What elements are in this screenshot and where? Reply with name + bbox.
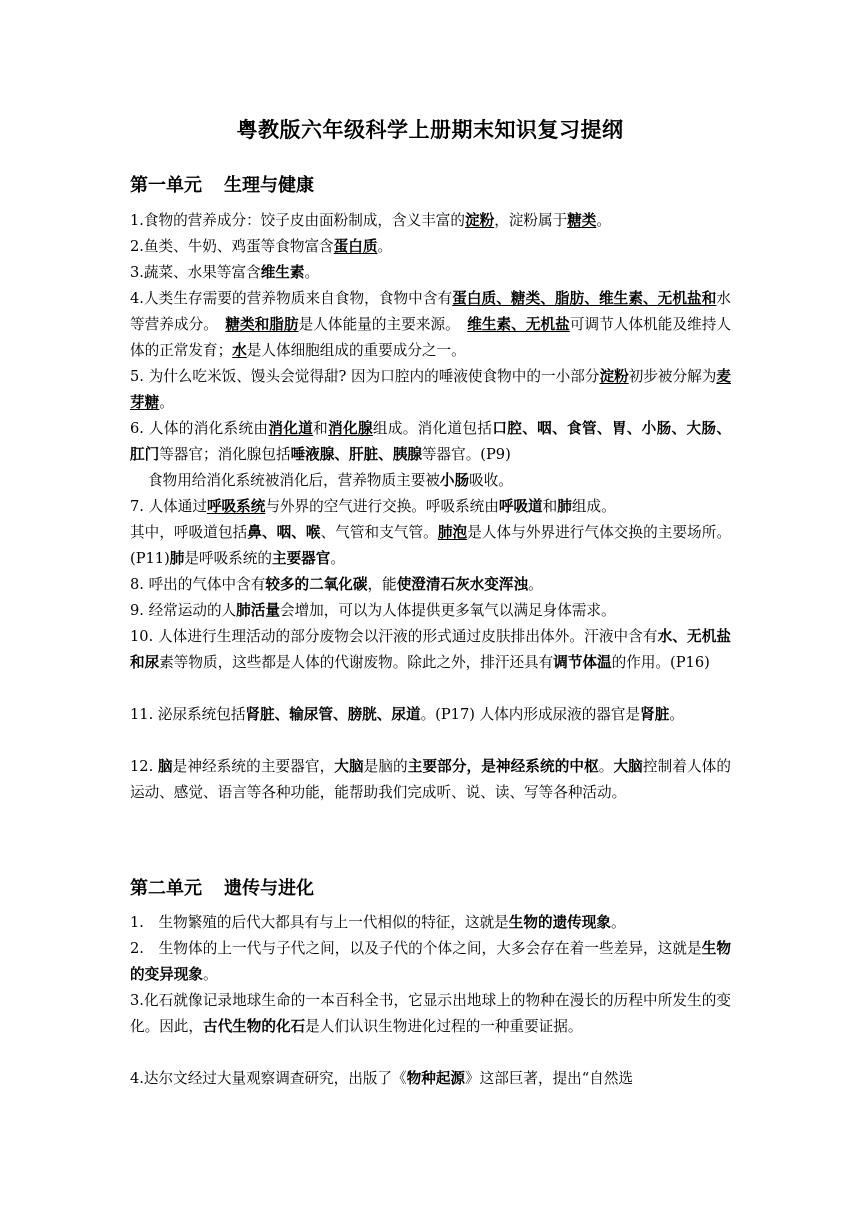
unit2-heading-number: 第二单元	[130, 878, 202, 899]
unit2-heading-name: 遗传与进化	[224, 878, 314, 899]
unit1-item-10: 10. 人体进行生理活动的部分废物会以汗液的形式通过皮肤排出体外。汗液中含有水、无机盐和尿素等物质，这些都是人体的代谢废物。除此之外，排汗还具有调节体温的作用。(P16)	[130, 628, 731, 671]
unit2-item-1: 1. 生物繁殖的后代大都具有与上一代相似的特征，这就是生物的遗传现象。	[130, 914, 626, 931]
unit1-item-8: 8. 呼出的气体中含有较多的二氧化碳，能使澄清石灰水变浑浊。	[130, 576, 543, 593]
unit1-item-2: 2.鱼类、牛奶、鸡蛋等食物富含蛋白质。	[130, 238, 393, 255]
unit2-item-2: 2. 生物体的上一代与子代之间，以及子代的个体之间，大多会存在着一些差异，这就是生物的变异现象。	[130, 940, 731, 983]
unit1-item-6-absorption: 食物用给消化系统被消化后，营养物质主要被小肠吸收。	[148, 472, 513, 489]
unit1-item-9: 9. 经常运动的人肺活量会增加，可以为人体提供更多氧气以满足身体需求。	[130, 602, 616, 619]
unit1-item-11: 11. 泌尿系统包括肾脏、输尿管、膀胱、尿道。(P17) 人体内形成尿液的器官是肾脏。	[130, 706, 684, 723]
unit1-item-3: 3.蔬菜、水果等富含维生素。	[130, 264, 320, 281]
unit1-heading	[130, 171, 314, 197]
unit1-item-7-detail: 其中，呼吸道包括鼻、咽、喉、气管和支气管。肺泡是人体与外界进行气体交换的主要场所。(P11)肺是呼吸系统的主要器官。	[130, 524, 731, 567]
unit1-item-7: 7. 人体通过呼吸系统与外界的空气进行交换。呼吸系统由呼吸道和肺组成。	[130, 498, 616, 515]
unit1-item-6: 6. 人体的消化系统由消化道和消化腺组成。消化道包括口腔、咽、食管、胃、小肠、大肠、肛门等器官；消化腺包括唾液腺、肝脏、胰腺等器官。(P9)	[130, 420, 731, 463]
unit1-heading-name: 生理与健康	[224, 175, 314, 196]
unit2-item-4: 4.达尔文经过大量观察调查研究，出版了《物种起源》这部巨著，提出“自然选	[130, 1070, 634, 1087]
unit2-item-3: 3.化石就像记录地球生命的一本百科全书，它显示出地球上的物种在漫长的历程中所发生的变化。因此，古代生物的化石是人们认识生物进化过程的一种重要证据。	[130, 992, 731, 1035]
unit2-heading	[130, 874, 314, 900]
unit1-item-5: 5. 为什么吃米饭、馒头会觉得甜? 因为口腔内的唾液使食物中的一小部分淀粉初步被分解为麦芽糖。	[130, 368, 731, 411]
unit1-item-4: 4.人类生存需要的营养物质来自食物，食物中含有蛋白质、糖类、脂肪、维生素、无机盐和水等营养成分。 糖类和脂肪是人体能量的主要来源。 维生素、无机盐可调节人体机能及维持人体的正常发育；水是人体细胞组成的重要成分之一。	[130, 290, 731, 359]
unit1-item-1: 1.食物的营养成分：饺子皮由面粉制成，含义丰富的淀粉，淀粉属于糖类。	[130, 212, 611, 229]
document-title: 粤教版六年级科学上册期末知识复习提纲	[236, 118, 624, 142]
unit1-heading-number: 第一单元	[130, 175, 202, 196]
unit1-item-12: 12. 脑是神经系统的主要器官，大脑是脑的主要部分，是神经系统的中枢。大脑控制着人体的运动、感觉、语言等各种功能，能帮助我们完成听、说、读、写等各种活动。	[130, 758, 731, 801]
